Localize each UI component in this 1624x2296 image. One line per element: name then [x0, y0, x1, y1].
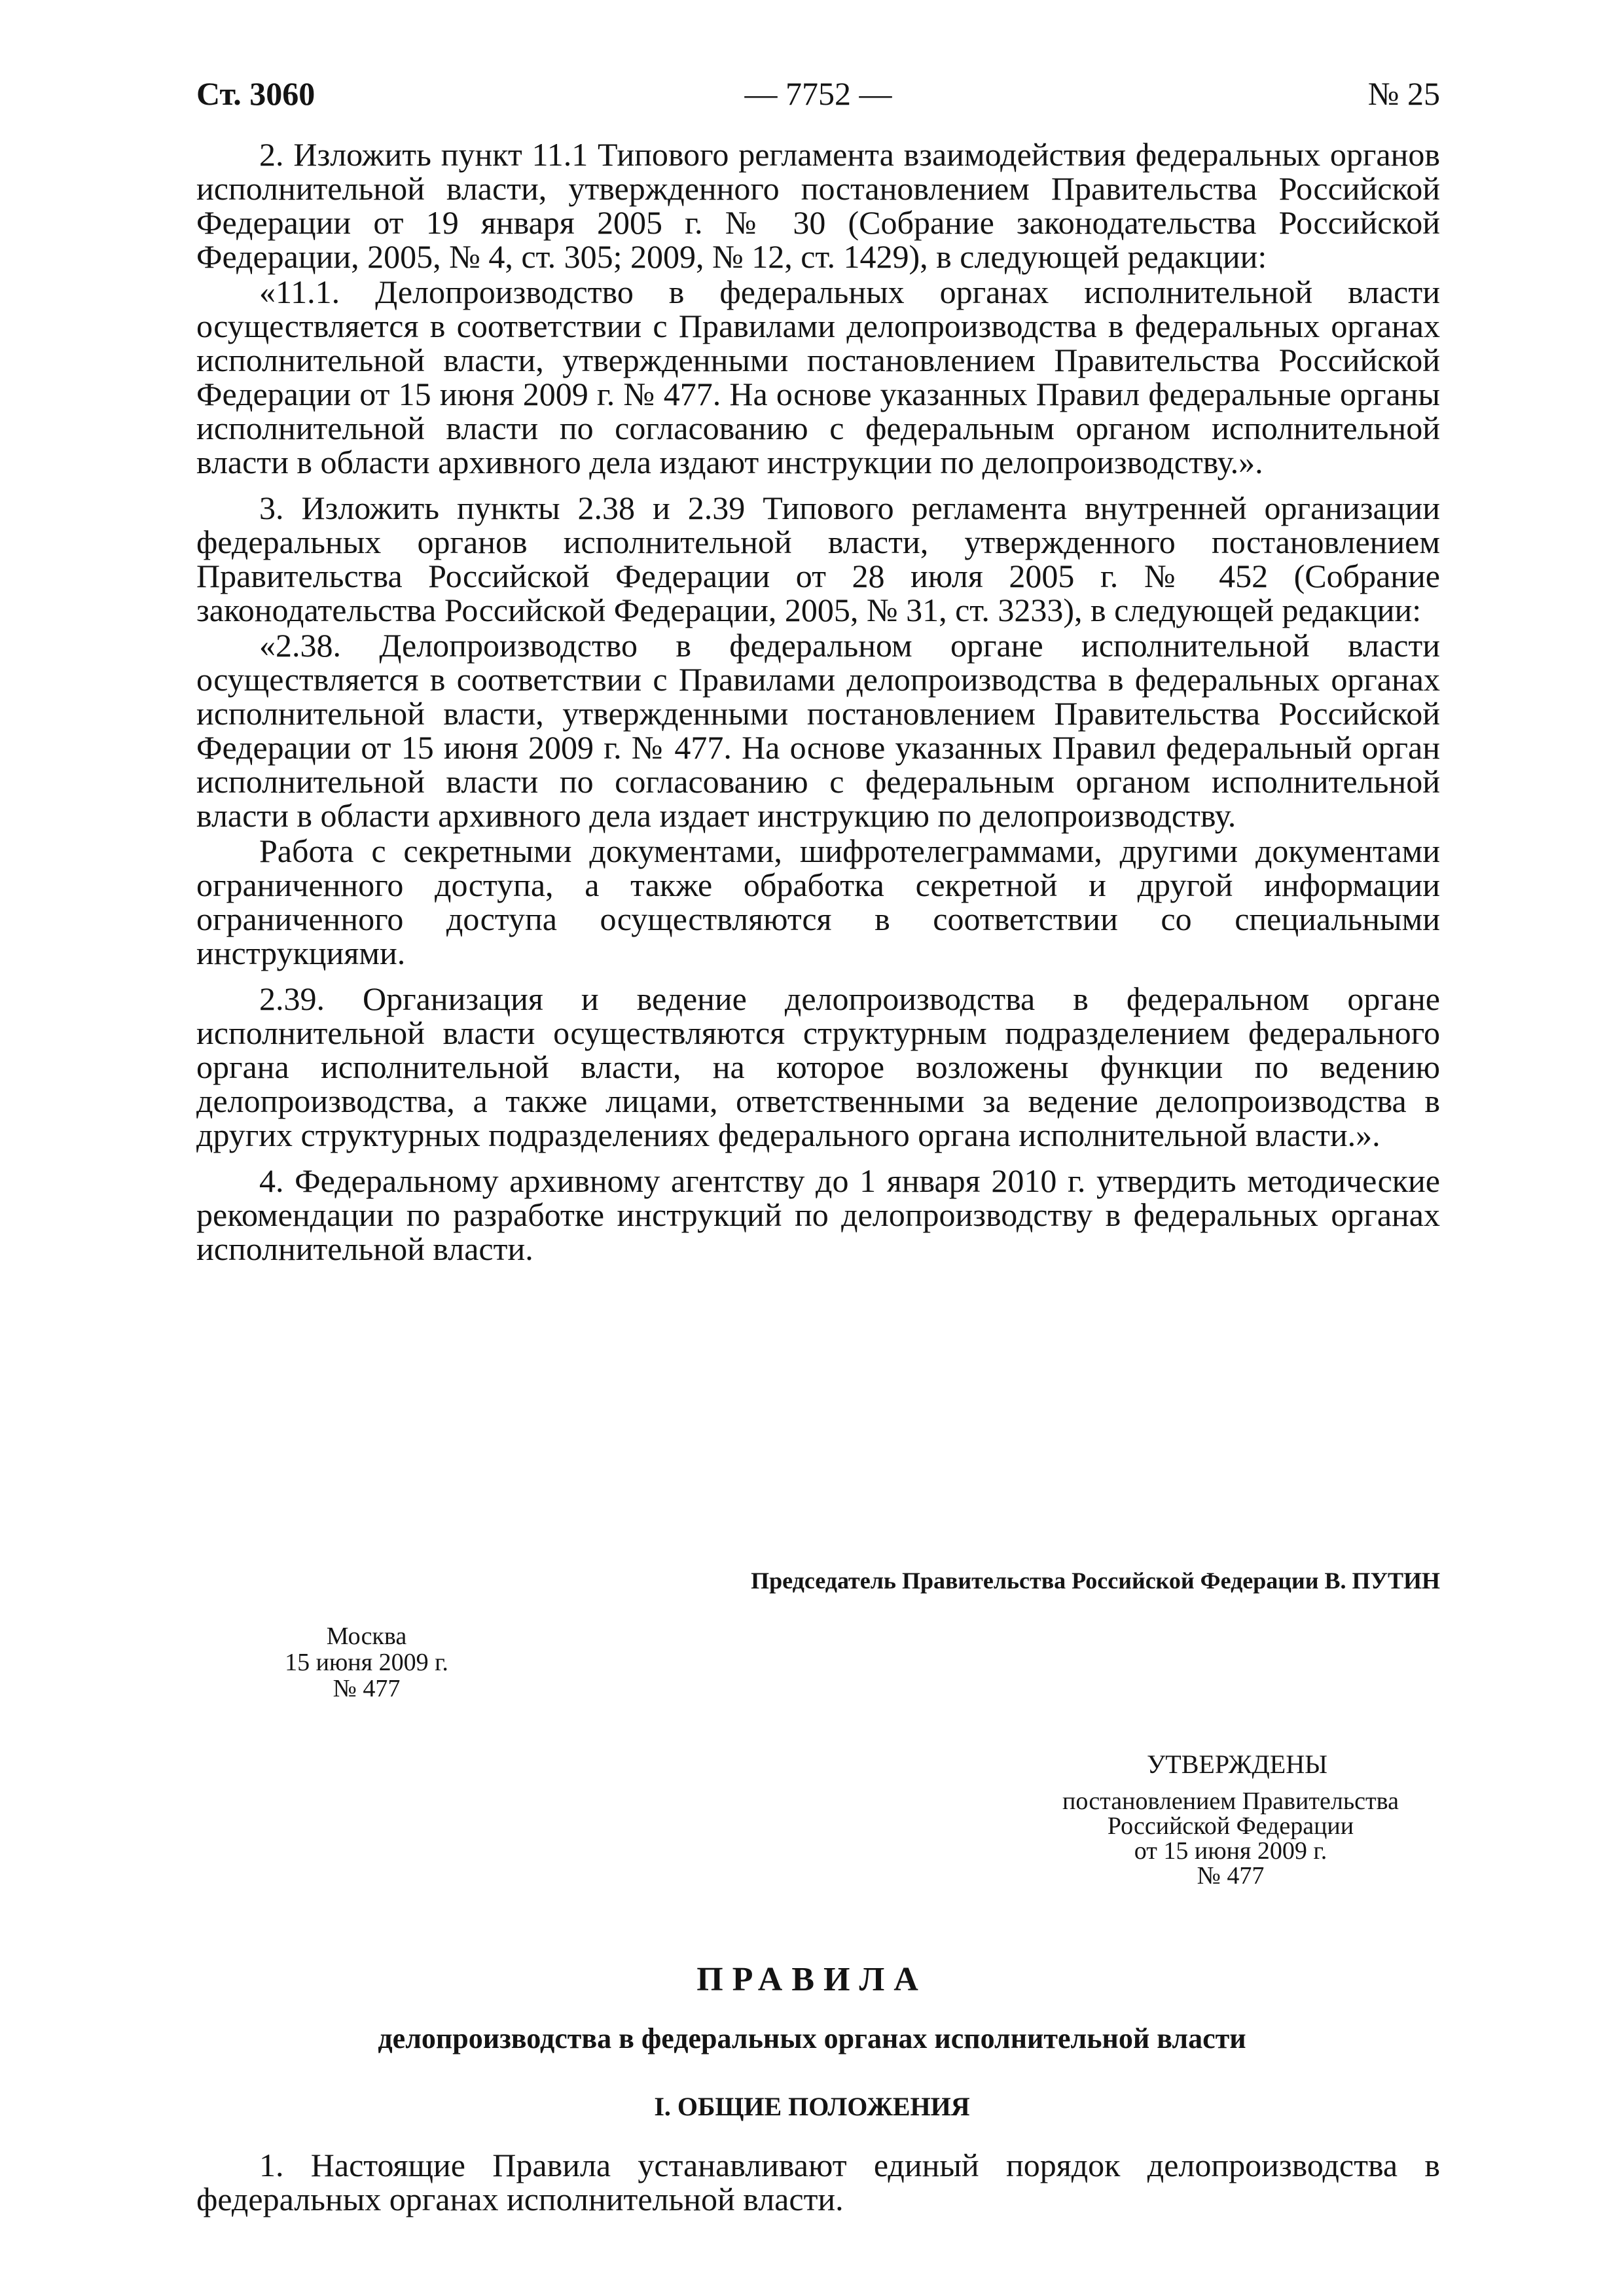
approved-line: постановлением Правительства [1062, 1787, 1399, 1815]
issue-number: № 25 [1367, 75, 1440, 112]
rules-title: ПРАВИЛА [696, 1961, 928, 1998]
section-title: I. ОБЩИЕ ПОЛОЖЕНИЯ [654, 2092, 970, 2121]
paragraph-quote-11-1: «11.1. Делопроизводство в федеральных органах исполнительной власти осуществляется в соответствии с Правилами делопроизводства в федеральных органах исполнительной власти, утвержденными постановлением Правительства Российской Федерации от 15 июня 2009 г. № 477. На основе указанных Правил федеральные органы исполнительной власти по согласованию с федеральным органом исполнительной власти в области архивного дела издают инструкции по делопроизводству.». [196, 274, 1440, 480]
paragraph-2: 2. Изложить пункт 11.1 Типового регламента взаимодействия федеральных органов исполнительной власти, утвержденного постановлением Правительства Российской Федерации от 19 января 2005 г. № 30 (Собрание законодательства Российской Федерации, 2005, № 4, ст. 305; 2009, № 12, ст. 1429), в следующей редакции: [196, 136, 1440, 275]
paragraph-3: 3. Изложить пункты 2.38 и 2.39 Типового регламента внутренней организации федеральных органов исполнительной власти, утвержденного постановлением Правительства Российской Федерации от 28 июля 2005 г. № 452 (Собрание законодательства Российской Федерации, 2005, № 31, ст. 3233), в следующей редакции: [196, 490, 1440, 628]
place-date-block [255, 1623, 478, 1702]
decree-number: № 477 [333, 1675, 401, 1702]
approved-heading: УТВЕРЖДЕНЫ [1146, 1749, 1328, 1779]
signature: Председатель Правительства Российской Федерации В. ПУТИН [751, 1568, 1440, 1594]
approved-block [1021, 1789, 1440, 1888]
rules-item-1: 1. Настоящие Правила устанавливают единый порядок делопроизводства в федеральных органах исполнительной власти. [196, 2147, 1440, 2217]
paragraph-secret-documents: Работа с секретными документами, шифротелеграммами, другими документами ограниченного доступа, а также обработка секретной и другой информации ограниченного доступа осуществляются в соответствии со специальными инструкциями. [196, 833, 1440, 971]
page-header [196, 71, 1440, 117]
paragraph-4: 4. Федеральному архивному агентству до 1 января 2010 г. утвердить методические рекомендации по разработке инструкций по делопроизводству в федеральных органах исполнительной власти. [196, 1162, 1440, 1267]
body-text [196, 137, 1440, 1278]
city: Москва [326, 1623, 407, 1650]
page-number: — 7752 — [744, 75, 892, 112]
article-number: Ст. 3060 [196, 75, 316, 112]
rules-text [196, 2148, 1440, 2216]
paragraph-quote-2-38: «2.38. Делопроизводство в федеральном органе исполнительной власти осуществляется в соответствии с Правилами делопроизводства в федеральных органах исполнительной власти, утвержденными постановлением Правительства Российской Федерации от 15 июня 2009 г. № 477. На основе указанных Правил федеральный орган исполнительной власти по согласованию с федеральным органом исполнительной власти в области архивного дела издает инструкцию по делопроизводству. [196, 627, 1440, 834]
decree-date: 15 июня 2009 г. [285, 1649, 448, 1676]
paragraph-2-39: 2.39. Организация и ведение делопроизводства в федеральном органе исполнительной власти осуществляются структурным подразделением федерального органа исполнительной власти, на которое возложены функции по ведению делопроизводства, а также лицами, ответственными за ведение делопроизводства в других структурных подразделениях федерального органа исполнительной власти.». [196, 980, 1440, 1153]
approved-line: от 15 июня 2009 г. [1134, 1837, 1327, 1865]
approved-line: Российской Федерации [1107, 1812, 1354, 1840]
rules-subtitle: делопроизводства в федеральных органах исполнительной власти [378, 2022, 1246, 2054]
approved-line: № 477 [1197, 1862, 1265, 1890]
